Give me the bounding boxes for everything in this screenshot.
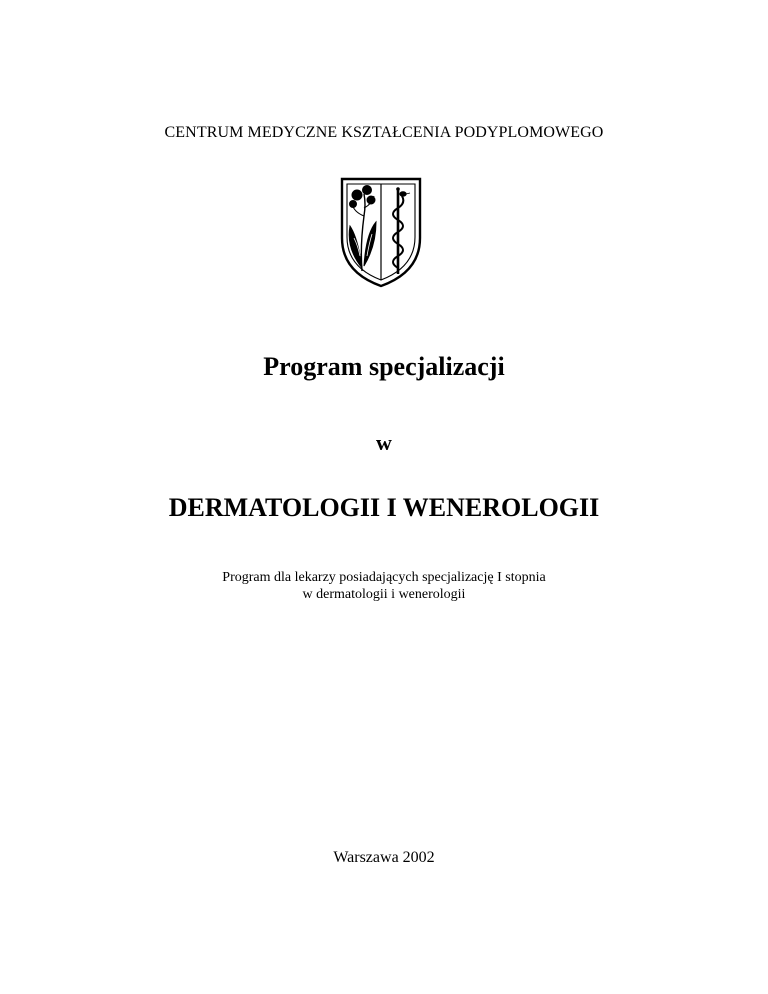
document-title: Program specjalizacji <box>263 352 505 381</box>
specialization-subject: DERMATOLOGII I WENEROLOGII <box>168 493 600 522</box>
program-description-line-1: Program dla lekarzy posiadających specjalizację I stopnia <box>222 570 546 585</box>
program-description-line-2: w dermatologii i wenerologii <box>302 587 466 602</box>
institution-name: CENTRUM MEDYCZNE KSZTAŁCENIA PODYPLOMOWEGO <box>164 124 604 141</box>
place-and-year: Warszawa 2002 <box>333 849 435 866</box>
title-connector: w <box>376 430 392 455</box>
medical-shield-emblem-icon <box>340 176 422 288</box>
